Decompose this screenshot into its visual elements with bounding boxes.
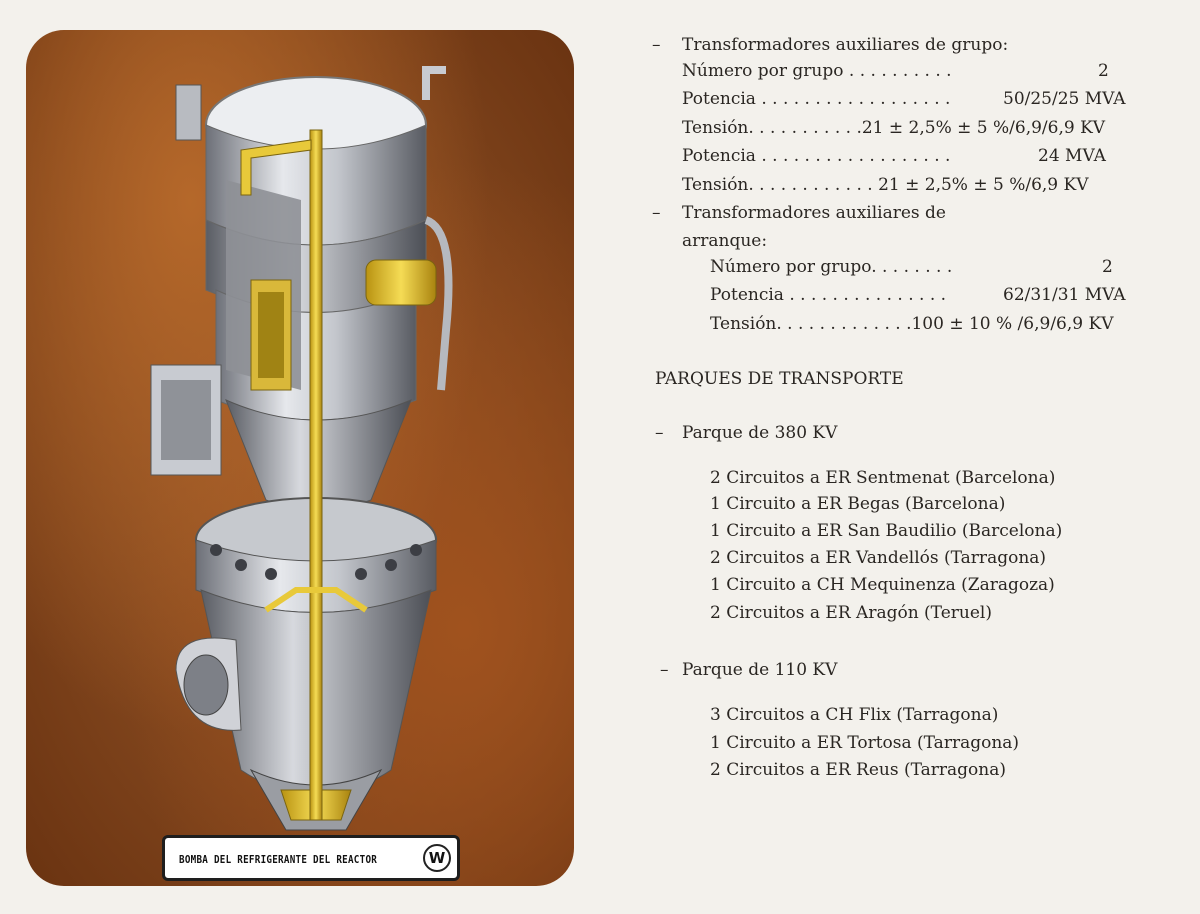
group-row-label: Potencia . . . . . . . . . . . . . . . . . . [682, 146, 951, 166]
circuit-item: 1 Circuito a ER Begas (Barcelona) [710, 494, 1006, 514]
start-row-label: Tensión. . . . . . . . . . . . .100 ± 10 % /6,9/6,9 KV [710, 314, 1114, 334]
circuit-item: 1 Circuito a CH Mequinenza (Zaragoza) [710, 575, 1055, 595]
dash-bullet: – [652, 35, 661, 55]
figure-caption: BOMBA DEL REFRIGERANTE DEL REACTOR [179, 854, 378, 866]
circuit-item: 1 Circuito a ER Tortosa (Tarragona) [710, 733, 1020, 753]
group-row-value: 2 [1098, 61, 1109, 81]
group-row-label: Tensión. . . . . . . . . . . . 21 ± 2,5% ± 5 %/6,9 KV [682, 175, 1089, 195]
start-transformers-heading: Transformadores auxiliares de [682, 203, 946, 223]
circuit-item: 2 Circuitos a ER Aragón (Teruel) [710, 603, 992, 623]
start-transformers-heading-cont: arranque: [682, 231, 768, 251]
group-row-value: 24 MVA [1038, 146, 1106, 166]
start-row-label: Potencia . . . . . . . . . . . . . . . [710, 285, 947, 305]
group-row-value: 50/25/25 MVA [1003, 89, 1126, 109]
parque-380-heading: Parque de 380 KV [682, 423, 838, 443]
start-row-value: 2 [1102, 257, 1113, 277]
group-row-label: Tensión. . . . . . . . . . .21 ± 2,5% ± 5 %/6,9/6,9 KV [682, 118, 1106, 138]
circuit-item: 2 Circuitos a ER Sentmenat (Barcelona) [710, 468, 1056, 488]
westinghouse-logo: W [423, 844, 451, 872]
circuit-item: 1 Circuito a ER San Baudilio (Barcelona) [710, 521, 1063, 541]
dash-bullet: – [652, 203, 661, 223]
circuit-item: 2 Circuitos a ER Vandellós (Tarragona) [710, 548, 1047, 568]
group-row-label: Potencia . . . . . . . . . . . . . . . . . . [682, 89, 951, 109]
group-transformers-heading: Transformadores auxiliares de grupo: [682, 35, 1009, 55]
start-row-label: Número por grupo. . . . . . . . [710, 257, 953, 277]
section-title: PARQUES DE TRANSPORTE [655, 369, 904, 389]
dash-bullet: – [660, 660, 669, 680]
parque-110-heading: Parque de 110 KV [682, 660, 838, 680]
dash-bullet: – [655, 423, 664, 443]
group-row-label: Número por grupo . . . . . . . . . . [682, 61, 952, 81]
circuit-item: 2 Circuitos a ER Reus (Tarragona) [710, 760, 1006, 780]
circuit-item: 3 Circuitos a CH Flix (Tarragona) [710, 705, 999, 725]
start-row-value: 62/31/31 MVA [1003, 285, 1126, 305]
